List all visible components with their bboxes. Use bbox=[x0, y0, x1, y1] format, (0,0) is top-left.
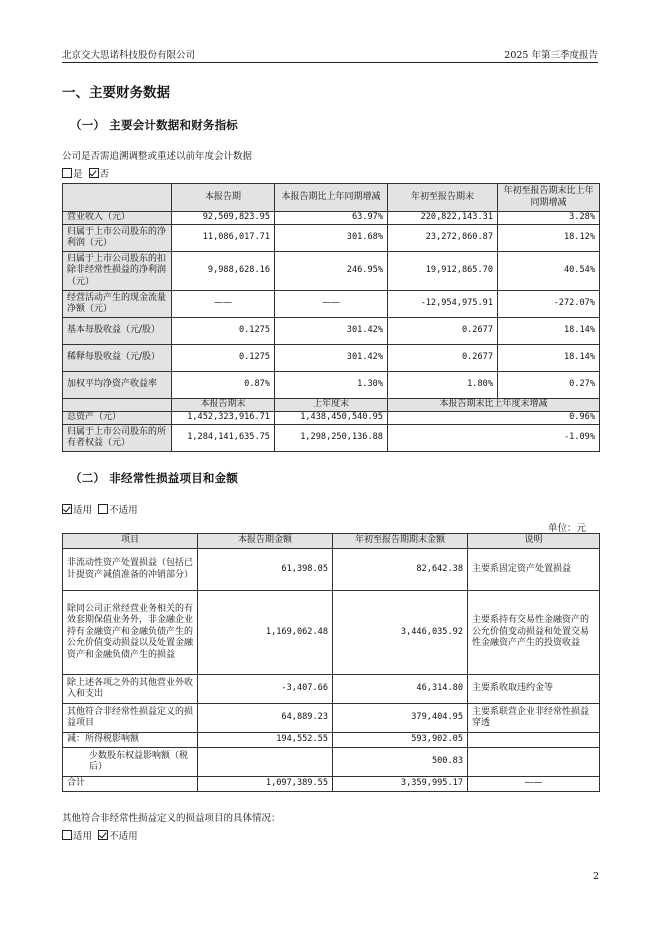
header-cell: 本报告期比上年同期增减 bbox=[275, 184, 388, 212]
table-row bbox=[63, 704, 600, 733]
value-cell: 40.54% bbox=[498, 252, 600, 291]
value-cell: 1,284,141,635.75 bbox=[172, 425, 275, 452]
value-cell: -272.07% bbox=[498, 291, 600, 318]
item-cell: 非流动性资产处置损益（包括已计提资产减值准备的冲销部分） bbox=[63, 549, 198, 591]
header-cell: 说明 bbox=[468, 534, 600, 549]
value-cell: 3.28% bbox=[498, 212, 600, 225]
table-row bbox=[63, 345, 600, 372]
footer-options bbox=[62, 828, 138, 842]
value-cell: 61,398.05 bbox=[198, 549, 333, 591]
value-cell: -3,407.66 bbox=[198, 675, 333, 704]
item-cell: 其他符合非经常性损益定义的损益项目 bbox=[63, 704, 198, 733]
value-cell: 0.2677 bbox=[388, 345, 498, 372]
na-label: 不适用 bbox=[109, 505, 138, 516]
value-cell: 301.42% bbox=[275, 318, 388, 345]
value-cell: 19,912,865.70 bbox=[388, 252, 498, 291]
note-cell: —— bbox=[468, 777, 600, 792]
table-row bbox=[63, 225, 600, 252]
footer-na-label: 不适用 bbox=[109, 831, 138, 842]
no-label: 否 bbox=[99, 169, 110, 180]
item-cell: 少数股东权益影响额（税后） bbox=[63, 748, 198, 777]
value-cell: 46,314.80 bbox=[333, 675, 468, 704]
value-cell: 0.27% bbox=[498, 372, 600, 399]
value-cell: 64,889.23 bbox=[198, 704, 333, 733]
value-cell: 301.42% bbox=[275, 345, 388, 372]
header-cell bbox=[63, 184, 172, 212]
note-cell bbox=[468, 748, 600, 777]
value-cell: 0.1275 bbox=[172, 318, 275, 345]
value-cell: 194,552.55 bbox=[198, 733, 333, 748]
value-cell: 18.14% bbox=[498, 345, 600, 372]
table-row bbox=[63, 425, 600, 452]
apply-checkbox-icon[interactable] bbox=[62, 504, 72, 514]
table-row bbox=[63, 318, 600, 345]
table-header-row bbox=[63, 399, 600, 412]
subsection-title-1: （一） 主要会计数据和财务指标 bbox=[70, 118, 239, 132]
section-title: 一、主要财务数据 bbox=[62, 85, 170, 101]
note-cell: 主要系持有交易性金融资产的公允价值变动损益和处置交易性金融资产产生的投资收益 bbox=[468, 591, 600, 675]
value-cell: 11,086,017.71 bbox=[172, 225, 275, 252]
report-title: 2025 年第三季度报告 bbox=[504, 50, 598, 61]
value-cell: 593,902.05 bbox=[333, 733, 468, 748]
footer-note: 其他符合非经常性损益定义的损益项目的具体情况： bbox=[62, 813, 281, 824]
row-label: 稀释每股收益（元/股） bbox=[63, 345, 172, 372]
value-cell: 18.12% bbox=[498, 225, 600, 252]
value-cell: 0.96% bbox=[388, 412, 600, 425]
table-row bbox=[63, 291, 600, 318]
applicability-options bbox=[62, 502, 138, 516]
header-cell: 本报告期末 bbox=[172, 399, 275, 412]
value-cell: 246.95% bbox=[275, 252, 388, 291]
value-cell: 1,097,389.55 bbox=[198, 777, 333, 792]
row-label: 归属于上市公司股东的净利润（元） bbox=[63, 225, 172, 252]
header-cell: 年初至报告期末比上年同期增减 bbox=[498, 184, 600, 212]
table-header-row bbox=[63, 184, 600, 212]
header-cell: 本报告期金额 bbox=[198, 534, 333, 549]
value-cell: 1,169,062.48 bbox=[198, 591, 333, 675]
value-cell: -12,954,975.91 bbox=[388, 291, 498, 318]
company-name: 北京交大思诺科技股份有限公司 bbox=[62, 50, 196, 61]
header-cell: 上年度末 bbox=[275, 399, 388, 412]
value-cell: 0.2677 bbox=[388, 318, 498, 345]
page-number: 2 bbox=[593, 871, 600, 882]
value-cell: 23,272,860.87 bbox=[388, 225, 498, 252]
yes-label: 是 bbox=[73, 169, 83, 180]
value-cell: 18.14% bbox=[498, 318, 600, 345]
note-cell: 主要系固定资产处置损益 bbox=[468, 549, 600, 591]
header-cell: 年初至报告期末 bbox=[388, 184, 498, 212]
table-row bbox=[63, 748, 600, 777]
table-row bbox=[63, 777, 600, 792]
row-label: 加权平均净资产收益率 bbox=[63, 372, 172, 399]
value-cell: 220,822,143.31 bbox=[388, 212, 498, 225]
note-cell: 主要系收取违约金等 bbox=[468, 675, 600, 704]
value-cell: 301.68% bbox=[275, 225, 388, 252]
value-cell: 3,359,995.17 bbox=[333, 777, 468, 792]
value-cell: 1.80% bbox=[388, 372, 498, 399]
header-divider bbox=[62, 62, 598, 63]
table-row bbox=[63, 591, 600, 675]
key-financial-table bbox=[62, 183, 600, 452]
value-cell: 0.87% bbox=[172, 372, 275, 399]
row-label: 基本每股收益（元/股） bbox=[63, 318, 172, 345]
apply-label: 适用 bbox=[73, 505, 93, 516]
footer-apply-checkbox-icon[interactable] bbox=[62, 830, 72, 840]
unit-label: 单位：元 bbox=[548, 523, 587, 534]
value-cell: 1,452,323,916.71 bbox=[172, 412, 275, 425]
item-cell: 除同公司正常经营业务相关的有效套期保值业务外，非金融企业持有金融资产和金融负债产生的公允价值变动损益以及处置金融资产和金融负债产生的损益 bbox=[63, 591, 198, 675]
value-cell: -1.09% bbox=[388, 425, 600, 452]
table-row bbox=[63, 733, 600, 748]
non-recurring-table bbox=[62, 533, 600, 792]
value-cell: 379,404.95 bbox=[333, 704, 468, 733]
table-row bbox=[63, 252, 600, 291]
item-cell: 除上述各项之外的其他营业外收入和支出 bbox=[63, 675, 198, 704]
header-cell: 项目 bbox=[63, 534, 198, 549]
value-cell: 1,298,250,136.88 bbox=[275, 425, 388, 452]
restatement-options bbox=[62, 166, 109, 180]
item-cell: 减：所得税影响额 bbox=[63, 733, 198, 748]
row-label: 经营活动产生的现金流量净额（元） bbox=[63, 291, 172, 318]
footer-na-checkbox-icon[interactable] bbox=[98, 830, 108, 840]
table-row bbox=[63, 372, 600, 399]
value-cell: —— bbox=[275, 291, 388, 318]
value-cell: 1,438,450,540.95 bbox=[275, 412, 388, 425]
restatement-question: 公司是否需追溯调整或重述以前年度会计数据 bbox=[62, 151, 253, 162]
value-cell: 92,509,823.95 bbox=[172, 212, 275, 225]
value-cell: 82,642.38 bbox=[333, 549, 468, 591]
value-cell: 0.1275 bbox=[172, 345, 275, 372]
header-cell: 年初至报告期期末金额 bbox=[333, 534, 468, 549]
value-cell: —— bbox=[172, 291, 275, 318]
item-cell: 合计 bbox=[63, 777, 198, 792]
row-label: 归属于上市公司股东的所有者权益（元） bbox=[63, 425, 172, 452]
value-cell: 500.83 bbox=[333, 748, 468, 777]
table-row bbox=[63, 212, 600, 225]
row-label: 总资产（元） bbox=[63, 412, 172, 425]
table-row bbox=[63, 675, 600, 704]
yes-checkbox-icon[interactable] bbox=[62, 168, 72, 178]
subsection-title-2: （二） 非经常性损益项目和金额 bbox=[70, 471, 239, 485]
no-checkbox-icon[interactable] bbox=[89, 168, 99, 178]
value-cell: 1.30% bbox=[275, 372, 388, 399]
value-cell: 3,446,035.92 bbox=[333, 591, 468, 675]
header-cell: 本报告期末比上年度末增减 bbox=[388, 399, 600, 412]
header-cell: 本报告期 bbox=[172, 184, 275, 212]
row-label: 营业收入（元） bbox=[63, 212, 172, 225]
row-label: 归属于上市公司股东的扣除非经常性损益的净利润（元） bbox=[63, 252, 172, 291]
table-header-row bbox=[63, 534, 600, 549]
value-cell bbox=[198, 748, 333, 777]
value-cell: 63.97% bbox=[275, 212, 388, 225]
na-checkbox-icon[interactable] bbox=[98, 504, 108, 514]
note-cell: 主要系联营企业非经常性损益穿透 bbox=[468, 704, 600, 733]
table-row bbox=[63, 412, 600, 425]
header-cell bbox=[63, 399, 172, 412]
note-cell bbox=[468, 733, 600, 748]
value-cell: 9,988,628.16 bbox=[172, 252, 275, 291]
table-row bbox=[63, 549, 600, 591]
footer-apply-label: 适用 bbox=[73, 831, 93, 842]
